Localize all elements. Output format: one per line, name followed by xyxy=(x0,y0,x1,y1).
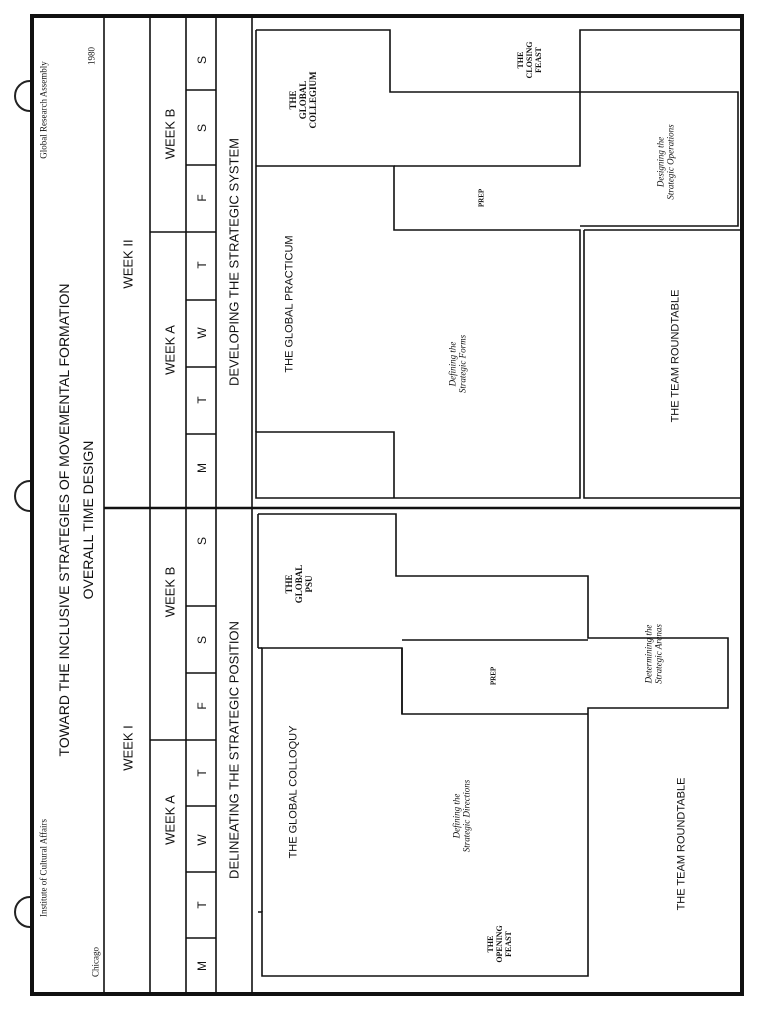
day-label: S xyxy=(195,635,209,645)
week2-label: WEEK II xyxy=(120,239,136,289)
day-label: S xyxy=(195,123,209,133)
day-label: F xyxy=(195,194,209,202)
week2-a-label: WEEK A xyxy=(162,325,178,375)
closing-feast-label xyxy=(517,42,543,79)
determining-arenas-line: Determining the xyxy=(643,624,654,684)
collegium-outline xyxy=(256,30,742,92)
designing-operations-line: Strategic Operations xyxy=(666,124,676,200)
global-practicum-label: THE GLOBAL PRACTICUM xyxy=(283,235,296,373)
opening-feast-line: THE xyxy=(485,935,495,953)
global-psu-line: THE xyxy=(284,574,295,594)
global-collegium-line: GLOBAL xyxy=(298,80,309,120)
day-label: S xyxy=(195,536,209,546)
defining-directions-label xyxy=(452,780,473,852)
opening-feast-line: OPENING xyxy=(494,925,504,963)
week1-a-label: WEEK A xyxy=(162,795,178,845)
defining-forms-line: Defining the xyxy=(447,341,458,387)
determining-arenas-label xyxy=(644,624,665,684)
roundtable2-outline xyxy=(584,230,742,498)
day-label: M xyxy=(195,961,209,971)
day-label: M xyxy=(195,463,209,473)
day-label: T xyxy=(195,769,209,777)
defining-forms-label xyxy=(448,335,469,393)
day-label: W xyxy=(195,327,209,339)
opening-feast-line: FEAST xyxy=(503,931,513,957)
designing-operations-line: Designing the xyxy=(655,136,666,188)
opening-feast-label xyxy=(487,925,513,962)
day-label: T xyxy=(195,901,209,909)
day-label: F xyxy=(195,702,209,710)
global-collegium-line: THE xyxy=(288,90,299,110)
week1-blocks-outline xyxy=(258,514,728,976)
designing-operations-label xyxy=(656,124,677,199)
day-label: T xyxy=(195,261,209,269)
global-collegium-line: COLLEGIUM xyxy=(307,71,318,129)
day-label: W xyxy=(195,834,209,846)
year-label: 1980 xyxy=(86,47,97,65)
colloquy-outline xyxy=(262,648,588,912)
phase1-label: DELINEATING THE STRATEGIC POSITION xyxy=(226,621,242,879)
page-subtitle: OVERALL TIME DESIGN xyxy=(80,440,96,600)
phase2-label: DEVELOPING THE STRATEGIC SYSTEM xyxy=(226,137,242,387)
page-title: TOWARD THE INCLUSIVE STRATEGIES OF MOVEMENTAL FORMATION xyxy=(56,283,72,757)
institute-name: Institute of Cultural Affairs xyxy=(38,818,49,918)
city-label: Chicago xyxy=(90,947,101,977)
week2-b-label: WEEK B xyxy=(162,108,178,160)
global-psu-line: PSU xyxy=(303,575,314,593)
defining-directions-line: Strategic Directions xyxy=(462,779,472,853)
practicum-outline xyxy=(256,166,580,498)
week1-b-label: WEEK B xyxy=(162,566,178,618)
global-psu-line: GLOBAL xyxy=(294,564,305,604)
determining-arenas-line: Strategic Arenas xyxy=(654,624,664,684)
global-collegium-label xyxy=(289,71,319,128)
closing-feast-line: FEAST xyxy=(533,47,543,73)
week1-label: WEEK I xyxy=(120,725,136,771)
global-colloquy-label: THE GLOBAL COLLOQUY xyxy=(287,725,300,859)
global-psu-label xyxy=(285,565,315,604)
team-roundtable-week2: THE TEAM ROUNDTABLE xyxy=(669,289,682,423)
defining-directions-line: Defining the xyxy=(451,793,462,839)
team-roundtable-week1: THE TEAM ROUNDTABLE xyxy=(675,777,688,911)
defining-forms-line: Strategic Forms xyxy=(458,334,468,394)
block-line xyxy=(394,92,580,166)
day-label: T xyxy=(195,396,209,404)
assembly-name: Global Research Assembly xyxy=(38,61,49,159)
closing-feast-line: CLOSING xyxy=(524,41,534,79)
prep-label-week2: PREP xyxy=(477,188,486,208)
prep-label-week1: PREP xyxy=(489,666,498,686)
closing-feast-line: THE xyxy=(515,51,525,69)
day-label: S xyxy=(195,55,209,65)
